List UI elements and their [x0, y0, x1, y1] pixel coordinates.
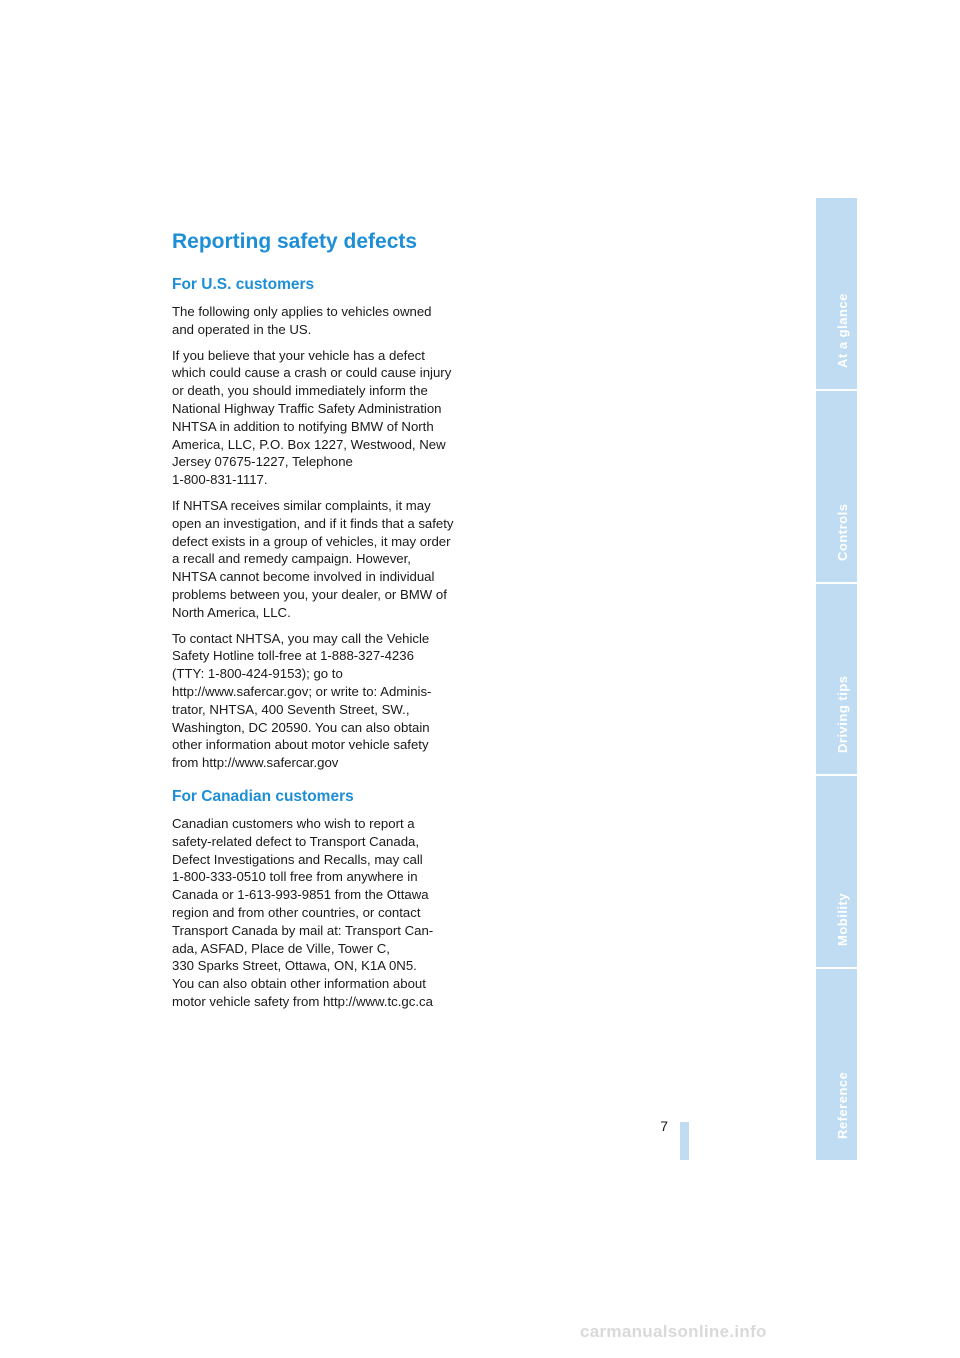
paragraph: The following only applies to vehicles owned and operated in the US. — [172, 304, 432, 337]
paragraph: If NHTSA receives similar complaints, it may open an investigation, and if it finds that a safety defect exists in a group of vehicles, it may order a recall and remedy campaign. However, NHTSA cannot become involved in individual problems between you, your dealer, or BMW of North America, LLC. — [172, 497, 454, 620]
chapter-tab-label: Mobility — [834, 893, 850, 947]
chapter-tab-at-a-glance[interactable] — [816, 198, 857, 391]
page-number: 7 — [660, 1118, 668, 1134]
chapter-tab-mobility[interactable] — [816, 776, 857, 969]
paragraph: Canadian customers who wish to report a safety-related defect to Transport Canada, Defect Investigations and Recalls, may call 1-800-333-0510 toll free from anywhere in Canada or 1-613-993-9851 from the Ottawa region and from other countries, or contact Transport Canada by mail at: Transport Can- ada, ASFAD, Place de Ville, Tower C, 330 Sparks Street, Ottawa, ON, K1A 0N5. You can also obtain other information about motor vehicle safety from http://www.tc.gc.ca — [172, 815, 434, 1009]
section-us-customers — [172, 274, 472, 772]
watermark: carmanualsonline.info — [580, 1322, 767, 1341]
paragraph: To contact NHTSA, you may call the Vehicle Safety Hotline toll-free at 1-888-327-4236 (TTY: 1-800-424-9153); go to http://www.safercar.gov; or write to: Adminis- trator, NHTSA, 400 Seventh Street, SW., Washington, DC 20590. You can also obtain other information about motor vehicle safety from http://www.safercar.gov — [172, 630, 432, 771]
chapter-tab-label: Driving tips — [834, 675, 850, 754]
page-content — [172, 228, 472, 1019]
chapter-tab-label: At a glance — [834, 292, 850, 368]
chapter-tabs — [816, 198, 857, 1160]
section-heading: For Canadian customers — [172, 787, 354, 805]
chapter-tab-controls[interactable] — [816, 391, 857, 584]
section-canadian-customers — [172, 786, 472, 1011]
chapter-tab-label: Reference — [834, 1071, 850, 1139]
section-heading: For U.S. customers — [172, 276, 315, 293]
page-marker-bar — [680, 1122, 689, 1160]
chapter-tab-driving-tips[interactable] — [816, 584, 857, 777]
paragraph: If you believe that your vehicle has a defect which could cause a crash or could cause injury or death, you should immediately inform the National Highway Traffic Safety Administration NHTSA in addition to notifying BMW of North America, LLC, P.O. Box 1227, Westwood, New Jersey 07675-1227, Telephone 1-800-831-1117. — [172, 347, 452, 488]
chapter-tab-reference[interactable] — [816, 969, 857, 1160]
chapter-tab-label: Controls — [834, 503, 850, 561]
page-title: Reporting safety defects — [172, 230, 418, 253]
